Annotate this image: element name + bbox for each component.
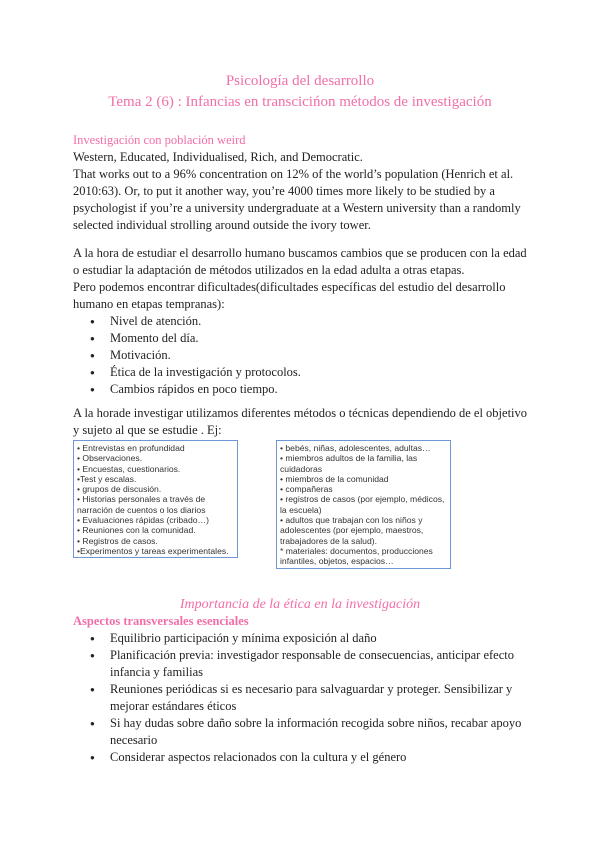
list-item: ● Nivel de atención.: [73, 313, 533, 330]
paragraph: Western, Educated, Individualised, Rich, and Democratic.: [73, 150, 363, 164]
box-item: • Registros de casos.: [77, 535, 158, 546]
document-title: Psicología del desarrollo: [225, 73, 375, 89]
paragraph: Pero podemos encontrar dificultades(dificultades específicas del estudio del desarrollo humano en etapas tempranas):: [73, 280, 506, 311]
section-heading: Investigación con población weird: [73, 133, 246, 147]
box-item: • bebés, niñas, adolescentes, adultas…: [280, 443, 431, 453]
ethics-subheading: Aspectos transversales esenciales: [73, 614, 249, 628]
ethics-list: [73, 630, 533, 766]
list-item: ● Motivación.: [73, 347, 533, 364]
box-item: • Reuniones con la comunidad.: [77, 525, 196, 536]
ethics-heading: Importancia de la ética en la investigación: [179, 597, 421, 612]
box-item: * materiales: documentos, producciones infantiles, objetos, espacios…: [280, 545, 433, 567]
methods-intro: A la horade investigar utilizamos diferentes métodos o técnicas dependiendo de el objetivo y sujeto al que se estudie . Ej:: [73, 406, 528, 437]
box-item: • Encuestas, cuestionarios.: [77, 463, 181, 474]
list-item: ● Considerar aspectos relacionados con la cultura y el género: [73, 749, 533, 766]
list-item: ● Equilibrio participación y mínima exposición al daño: [73, 630, 533, 647]
difficulties-list: [73, 313, 533, 398]
weird-section: [73, 132, 533, 234]
box-item: • compañeras: [280, 484, 333, 495]
paragraph: That works out to a 96% concentration on 12% of the world’s population (Henrich et al. 2010:63). Or, to put it another way, you’re 4000 times more likely to be studied by a psychologist if you’re a university undergraduate at a Western university than a randomly selected individual strolling around outside the ivory tower.: [73, 167, 521, 232]
box-item: • Evaluaciones rápidas (cribado…): [77, 515, 209, 526]
box-item: • grupos de discusión.: [77, 484, 162, 495]
box-item: • Historias personales a través de narración de cuentos o los diarios: [77, 494, 206, 515]
box-item: • Observaciones.: [77, 453, 143, 464]
development-section: [73, 245, 533, 398]
list-item: ● Planificación previa: investigador responsable de consecuencias, anticipar efecto infancia y familias: [73, 647, 533, 681]
box-item: • registros de casos (por ejemplo, médicos, la escuela): [280, 494, 445, 515]
paragraph: A la hora de estudiar el desarrollo humano buscamos cambios que se producen con la edad o estudiar la adaptación de métodos utilizados en la edad adulta a otras etapas.: [73, 246, 527, 277]
document-subtitle: Tema 2 (6) : Infancias en transcicińon métodos de investigación: [108, 94, 492, 110]
box-item: •Experimentos y tareas experimentales.: [77, 545, 229, 556]
ethics-section: [73, 613, 533, 766]
list-item: ● Reuniones periódicas si es necesario para salvaguardar y proteger. Sensibilizar y mejorar estándares éticos: [73, 681, 533, 715]
box-item: • adultos que trabajan con los niños y adolescentes (por ejemplo, maestros, trabajadores de la salud).: [280, 515, 424, 546]
box-item: •Test y escalas.: [77, 473, 137, 484]
subjects-box: [276, 440, 451, 569]
list-item: ● Si hay dudas sobre daño sobre la información recogida sobre niños, recabar apoyo necesario: [73, 715, 533, 749]
box-item: • miembros adultos de la familia, las cuidadoras: [280, 453, 418, 474]
list-item: ● Ética de la investigación y protocolos.: [73, 364, 533, 381]
box-item: • Entrevistas en profundidad: [77, 443, 185, 453]
list-item: ● Momento del día.: [73, 330, 533, 347]
list-item: ● Cambios rápidos en poco tiempo.: [73, 381, 533, 398]
methods-box: [73, 440, 238, 558]
box-item: • miembros de la comunidad: [280, 473, 389, 484]
